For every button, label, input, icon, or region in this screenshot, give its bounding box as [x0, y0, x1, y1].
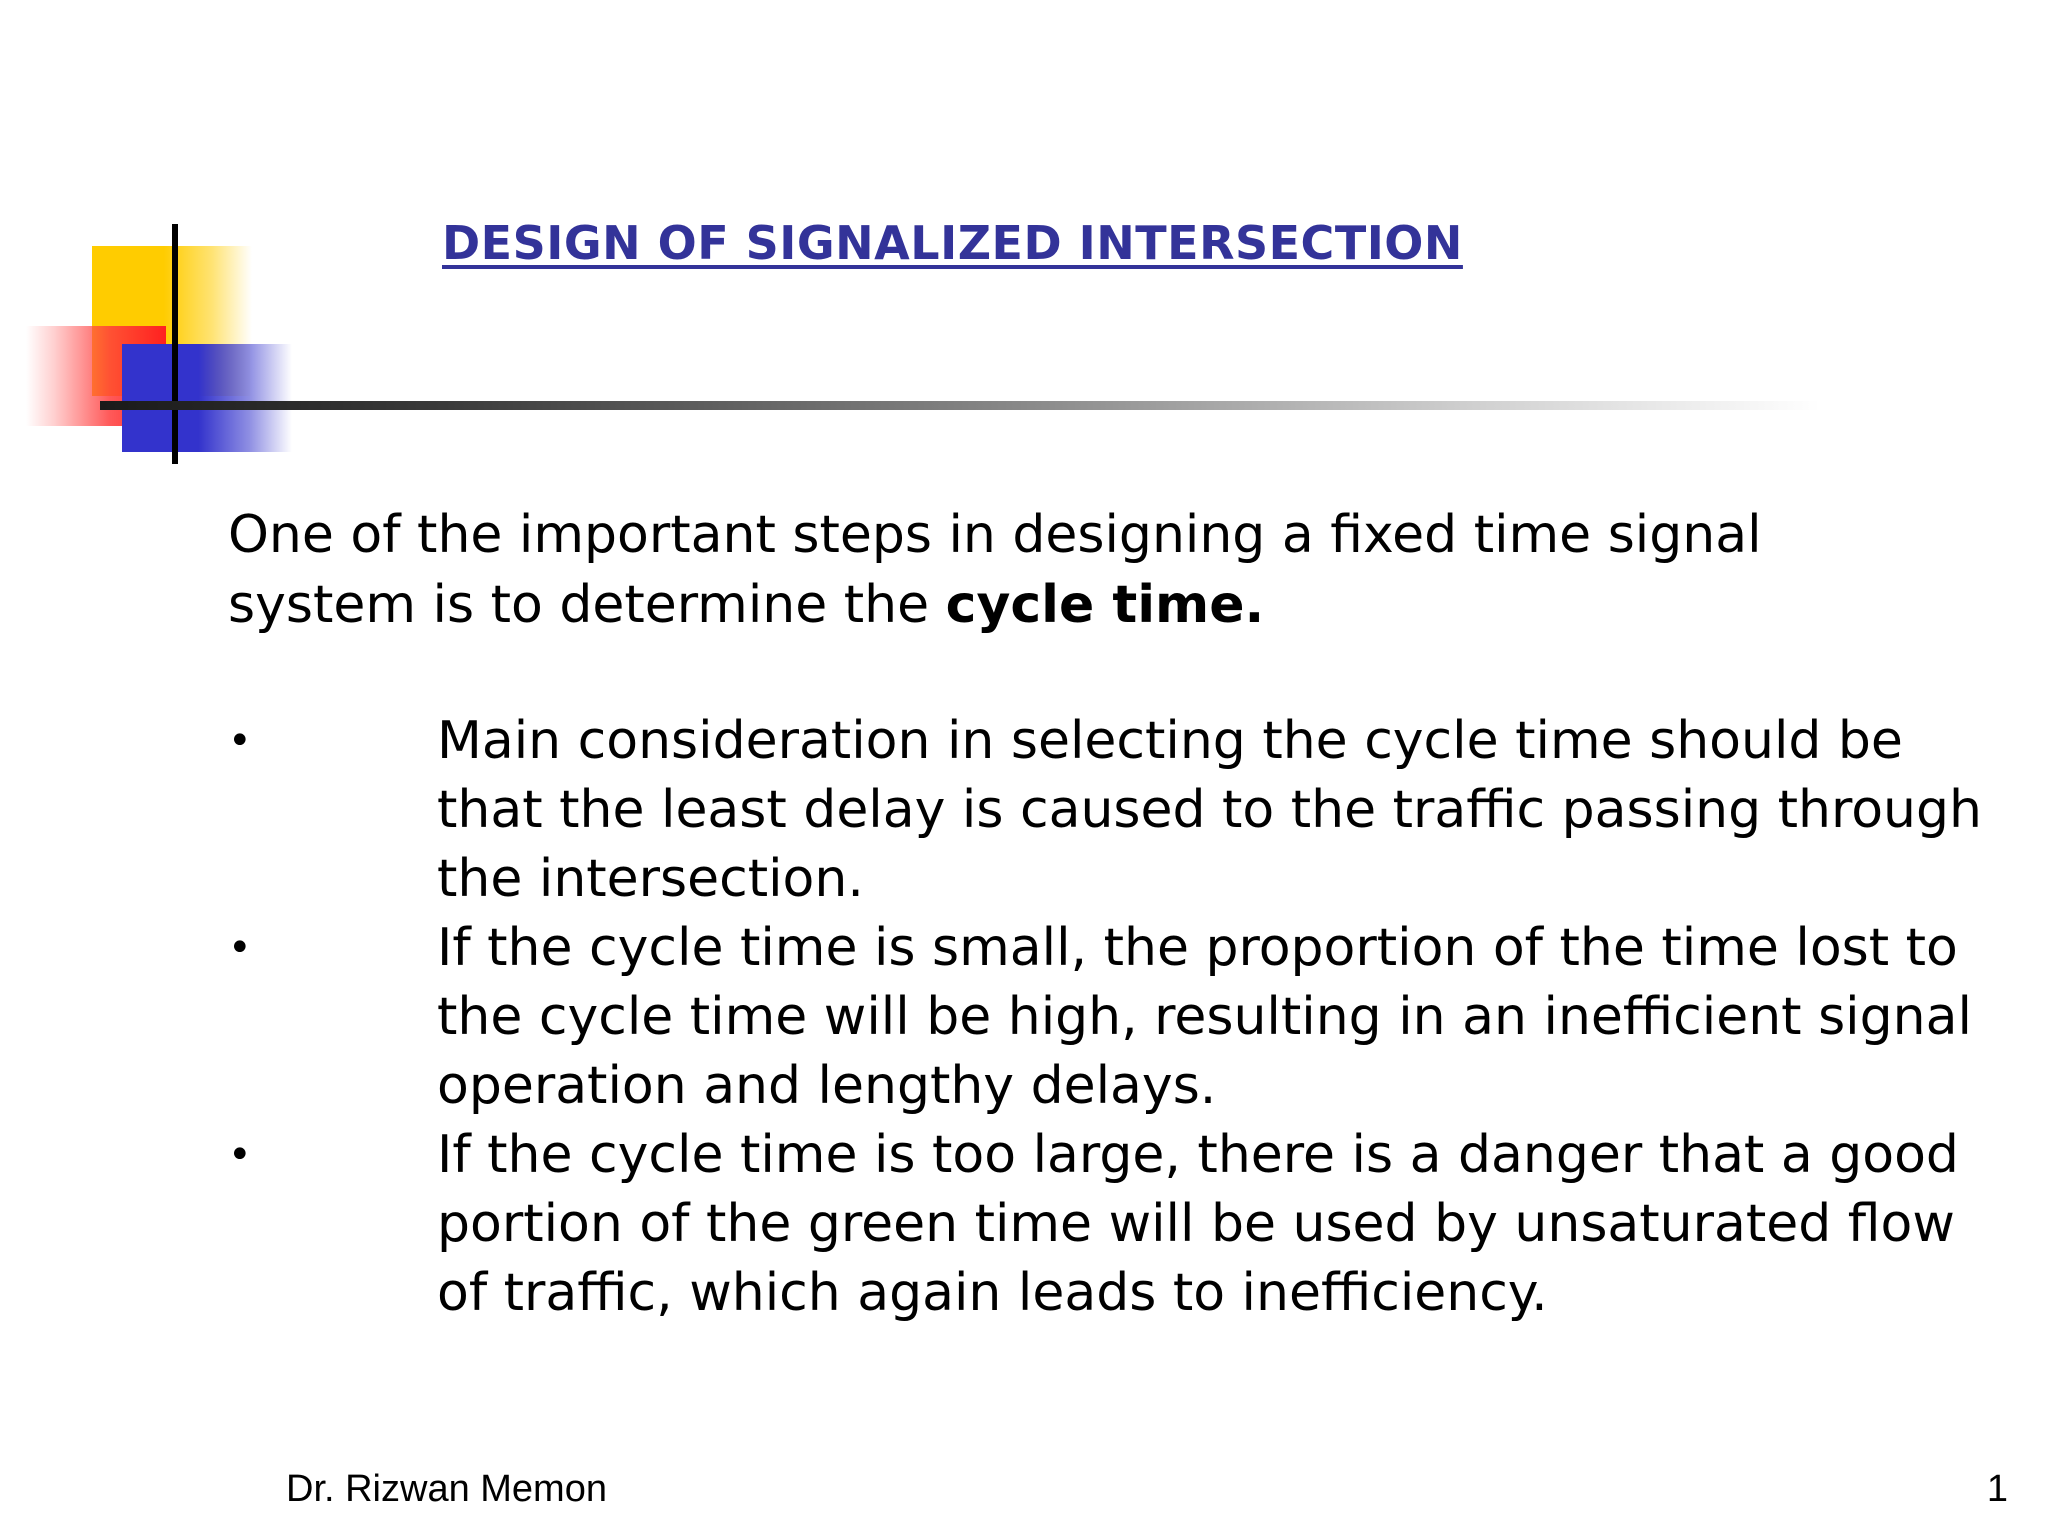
- slide-title: DESIGN OF SIGNALIZED INTERSECTION: [442, 216, 1463, 270]
- bullet-dot-icon: •: [228, 925, 252, 971]
- page-number: 1: [1986, 1468, 2008, 1510]
- intro-paragraph: [228, 500, 1928, 640]
- title-divider-line: [100, 401, 1820, 410]
- bullet-item: [228, 707, 1988, 914]
- bullet-item: [228, 1121, 1988, 1328]
- footer-author: Dr. Rizwan Memon: [286, 1468, 607, 1510]
- logo-vertical-line: [172, 224, 178, 464]
- intro-text: One of the important steps in designing a fixed time signal system is to determine the: [228, 505, 1762, 635]
- bullet-list: [228, 707, 1988, 1328]
- intro-bold-term: cycle time.: [945, 575, 1265, 635]
- bullet-text: If the cycle time is too large, there is a danger that a good portion of the green time will be used by unsaturated flow of traffic, which again leads to inefficiency.: [437, 1125, 1959, 1323]
- bullet-text: Main consideration in selecting the cycle time should be that the least delay is caused to the traffic passing through the intersection.: [437, 711, 1982, 909]
- bullet-text: If the cycle time is small, the proportion of the time lost to the cycle time will be high, resulting in an inefficient signal operation and lengthy delays.: [437, 918, 1972, 1116]
- logo-yellow-square: [92, 246, 252, 396]
- bullet-item: [228, 914, 1988, 1121]
- logo-blue-square: [122, 344, 292, 452]
- bullet-dot-icon: •: [228, 718, 252, 764]
- bullet-dot-icon: •: [228, 1132, 252, 1178]
- logo-red-square: [26, 326, 166, 426]
